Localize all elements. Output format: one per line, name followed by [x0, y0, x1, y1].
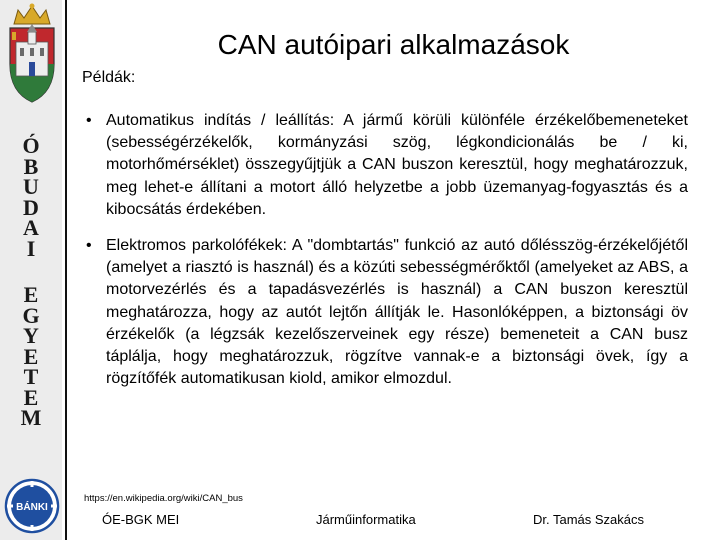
footer-department: ÓE-BGK MEI	[102, 512, 180, 527]
university-sidebar	[0, 0, 62, 540]
vertical-letter: T	[23, 364, 39, 389]
vertical-letter: Y	[23, 323, 39, 348]
bullet-text: Automatikus indítás / leállítás: A jármű körüli különféle érzékelőbemeneteket (sebességérzékelők, kormányzási szög, légkondicionálás be / ki, motorhőmérséklet) összegyűjtjük a CAN buszon keresztül, hogy meghatározzuk, meg lehet-e állítani a motort álló helyzetbe a jobb üzemanyag-fogyasztás és a kibocsátás érdekében.	[106, 112, 688, 218]
bullet-marker: •	[86, 112, 92, 129]
vertical-letter: E	[23, 384, 39, 410]
footer-course: Járműinformatika	[316, 512, 416, 527]
vertical-letter: Ó	[22, 133, 40, 158]
sidebar-divider	[65, 0, 67, 540]
bullet-marker: •	[86, 237, 92, 255]
logo-text: BÁNKI	[16, 502, 48, 513]
vertical-letter: M	[20, 405, 42, 430]
bullet-list	[86, 110, 688, 404]
vertical-letter: G	[22, 302, 40, 328]
vertical-letter: U	[23, 174, 39, 199]
source-link[interactable]: https://en.wikipedia.org/wiki/CAN_bus	[84, 493, 243, 504]
slide-title: CAN autóipari alkalmazások	[217, 29, 570, 60]
vertical-letter: E	[23, 343, 39, 369]
vertical-letter: D	[23, 194, 39, 220]
vertical-letter: E	[23, 282, 39, 307]
vertical-letter: A	[23, 215, 39, 240]
slide-subtitle: Példák:	[82, 69, 136, 86]
vertical-letter: I	[26, 235, 36, 261]
bullet-text: Elektromos parkolófékek: A "dombtartás" funkció az autó dőlésszög-érzékelőjétől (amelyet a riasztó is használ) és a közúti sebességmérőktől (amelyeket az ABS, a motorvezérlés és a tapadásvezérlés is használ) a CAN buszon keresztül meghatározza, hogy az autót lejtőn állítják le. Hasonlóképpen, a biztonsági öv érzékelők (a légzsák kezelőszerveinek egy része) bemeneteit a CAN busz táplálja, hogy meghatározzuk, rögzítve vannak-e a biztonsági övek, így a rögzítőfék automatikusan kiold, amikor elmozdul.	[106, 237, 688, 388]
list-item	[86, 110, 688, 221]
footer-author: Dr. Tamás Szakács	[533, 512, 645, 527]
university-crest-icon	[4, 2, 60, 106]
list-item	[86, 235, 688, 390]
vertical-letter: B	[23, 153, 39, 179]
vertical-university-name	[0, 133, 62, 430]
banki-logo-icon	[4, 478, 60, 534]
